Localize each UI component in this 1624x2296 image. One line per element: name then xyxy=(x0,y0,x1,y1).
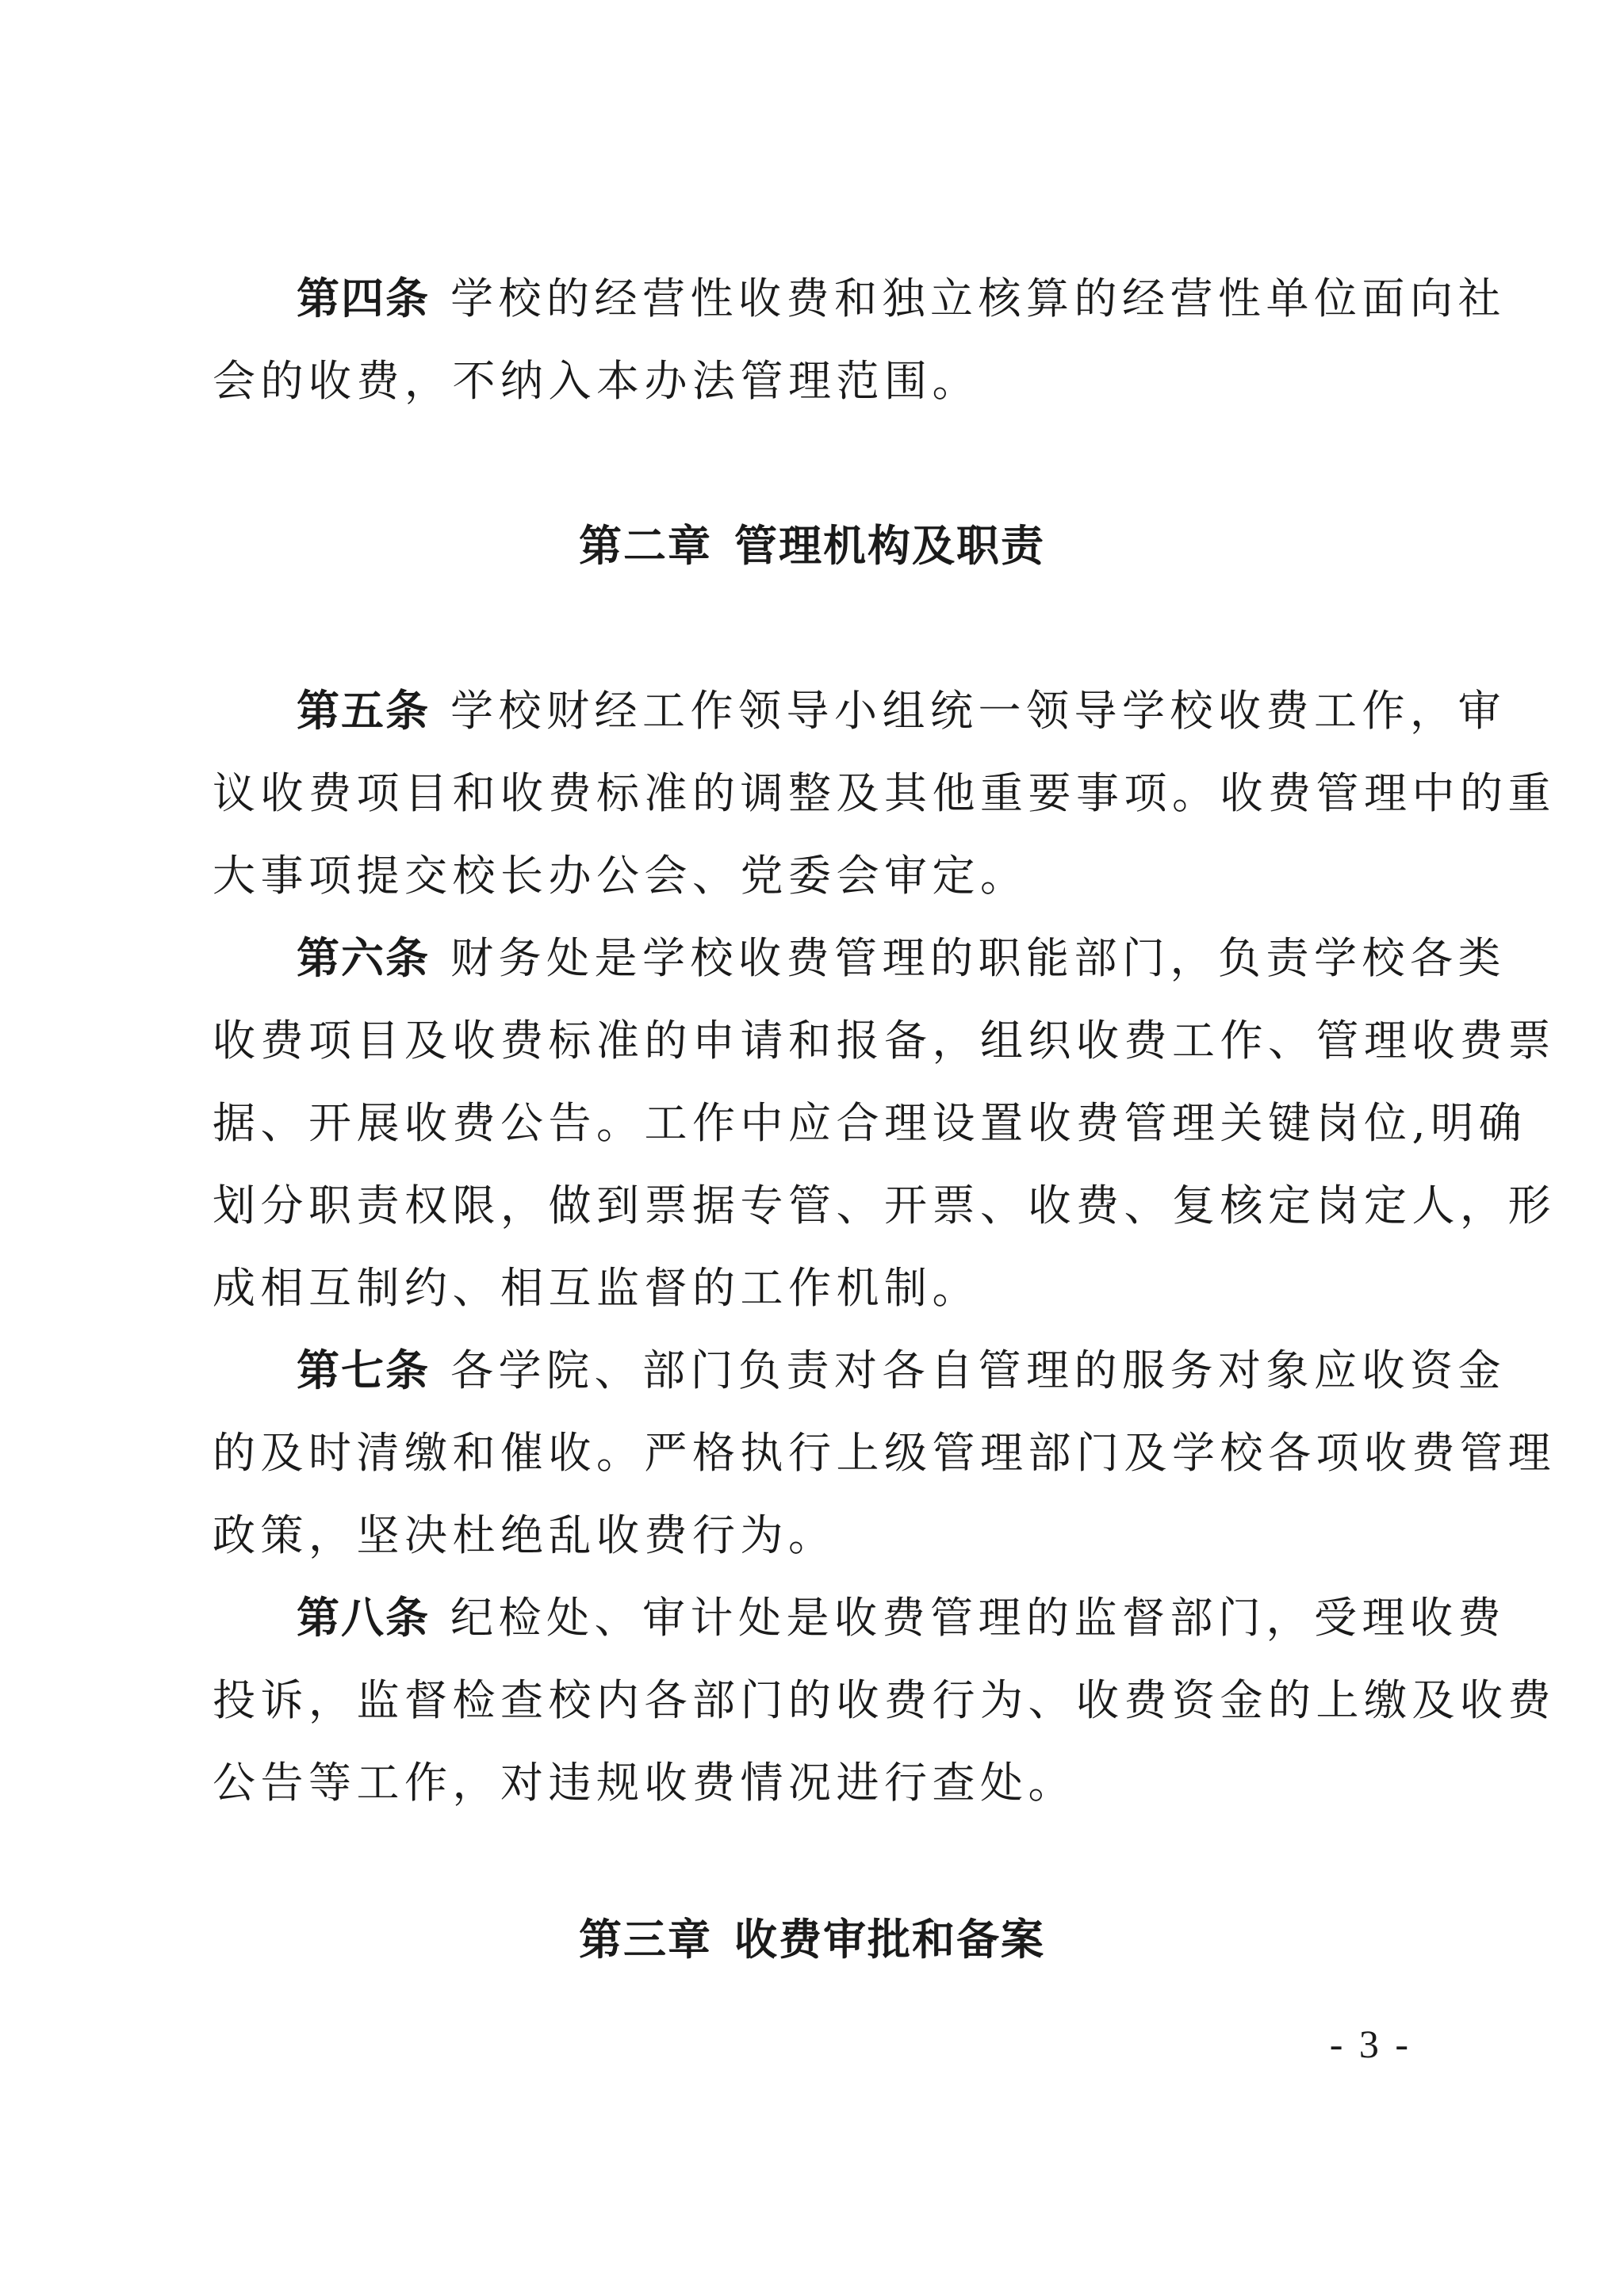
article-6-text: 财务处是学校收费管理的职能部门，负责学校各类 xyxy=(450,933,1506,983)
page-number: - 3 - xyxy=(1329,2022,1411,2066)
chapter-3-title: 收费审批和备案 xyxy=(734,1915,1045,1965)
article-4-text: 学校的经营性收费和独立核算的经营性单位面向社 xyxy=(450,274,1506,323)
article-5-line-3: 大事项提交校长办公会、党委会审定。 xyxy=(213,851,1028,901)
article-5-line-1 xyxy=(297,683,1506,739)
chapter-2-number: 第二章 xyxy=(579,521,712,571)
article-4-line-1 xyxy=(297,271,1506,327)
article-4-label: 第四条 xyxy=(297,274,430,323)
chapter-3-heading xyxy=(0,1912,1624,1968)
chapter-3-number: 第三章 xyxy=(579,1915,712,1965)
article-8-line-2: 投诉，监督检查校内各部门的收费行为、收费资金的上缴及收费 xyxy=(213,1675,1556,1725)
article-7-line-1 xyxy=(297,1343,1506,1399)
article-8-line-1 xyxy=(297,1590,1506,1646)
article-4-line-2: 会的收费，不纳入本办法管理范围。 xyxy=(213,356,980,406)
article-7-label: 第七条 xyxy=(297,1345,430,1395)
chapter-2-title: 管理机构及职责 xyxy=(734,521,1045,571)
article-8-text: 纪检处、审计处是收费管理的监督部门，受理收费 xyxy=(450,1593,1506,1643)
article-6-line-5: 成相互制约、相互监督的工作机制。 xyxy=(213,1263,980,1313)
article-5-text: 学校财经工作领导小组统一领导学校收费工作，审 xyxy=(450,686,1506,736)
article-7-text: 各学院、部门负责对各自管理的服务对象应收资金 xyxy=(450,1345,1506,1395)
chapter-2-heading xyxy=(0,519,1624,574)
article-5-line-2: 议收费项目和收费标准的调整及其他重要事项。收费管理中的重 xyxy=(213,768,1556,818)
article-6-label: 第六条 xyxy=(297,933,430,983)
article-6-line-3: 据、开展收费公告。工作中应合理设置收费管理关键岗位,明确 xyxy=(213,1098,1527,1148)
article-8-line-3: 公告等工作，对违规收费情况进行查处。 xyxy=(213,1758,1076,1808)
article-5-label: 第五条 xyxy=(297,686,430,736)
article-6-line-1 xyxy=(297,931,1506,986)
article-6-line-4: 划分职责权限，做到票据专管、开票、收费、复核定岗定人，形 xyxy=(213,1181,1556,1230)
article-6-line-2: 收费项目及收费标准的申请和报备，组织收费工作、管理收费票 xyxy=(213,1016,1556,1066)
article-7-line-2: 的及时清缴和催收。严格执行上级管理部门及学校各项收费管理 xyxy=(213,1428,1556,1478)
article-7-line-3: 政策，坚决杜绝乱收费行为。 xyxy=(213,1510,837,1560)
article-8-label: 第八条 xyxy=(297,1593,430,1643)
